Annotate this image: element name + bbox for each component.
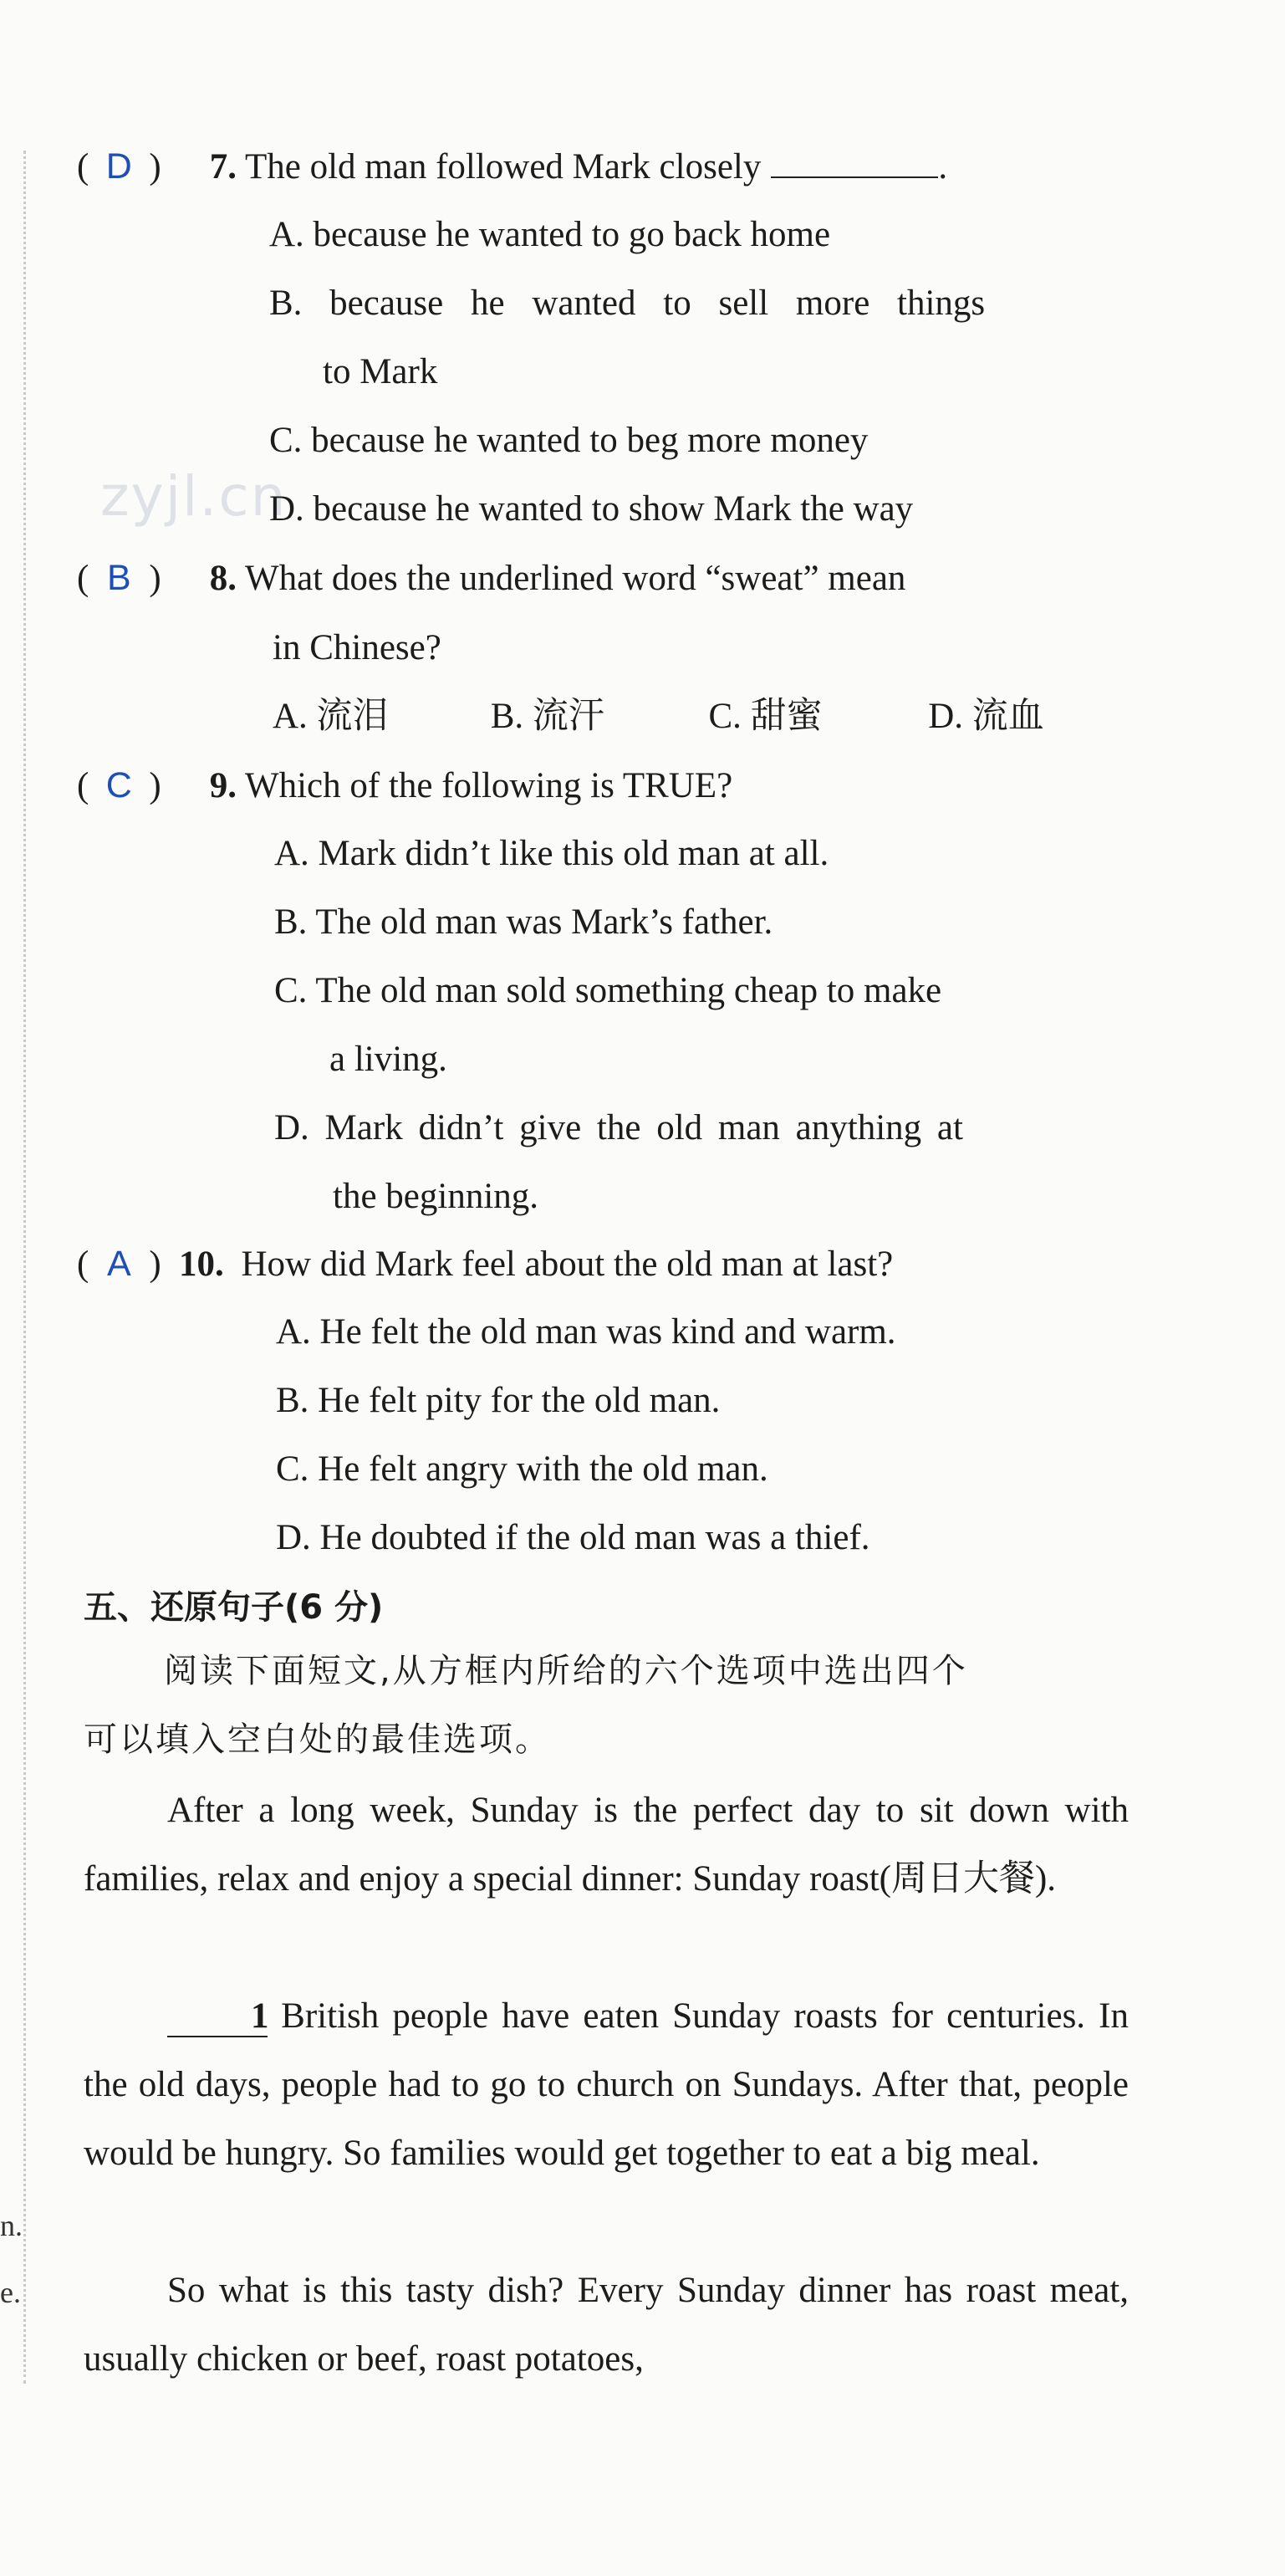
question-10 xyxy=(77,1239,893,1289)
answer-paren: ( A ) xyxy=(77,1239,202,1289)
answer-letter: D xyxy=(105,146,132,187)
option-continued: a living. xyxy=(329,1040,447,1079)
option: D. Mark didn’t give the old man anything at xyxy=(274,1108,963,1147)
question-number: 8. xyxy=(209,559,237,598)
answer-paren: ( C ) xyxy=(77,761,201,810)
answer-paren: ( B ) xyxy=(77,554,201,603)
edge-mark: e. xyxy=(0,2276,21,2309)
question-number: 10. xyxy=(179,1245,224,1284)
option: C. 甜蜜 xyxy=(708,697,823,736)
option: B. 流汗 xyxy=(490,697,604,736)
passage-paragraph-1: After a long week, Sunday is the perfect day to sit down with families, relax and enjoy a special dinner: Sunday roast(周日大餐). xyxy=(84,1791,1129,1899)
answer-paren: ( D ) xyxy=(77,142,201,192)
margin-dotted-line xyxy=(23,151,26,2384)
option-row xyxy=(273,693,1044,741)
section-title: 五、还原句子(6 分) xyxy=(84,1588,384,1627)
edge-mark: n. xyxy=(0,2209,23,2242)
section-instruction: 阅读下面短文,从方框内所给的六个选项中选出四个 xyxy=(164,1652,968,1690)
question-stem: The old man followed Mark closely xyxy=(244,147,762,187)
passage-paragraph-3: So what is this tasty dish? Every Sunday dinner has roast meat, usually chicken or beef, roast potatoes, xyxy=(84,2271,1129,2379)
watermark: zyjl.cn xyxy=(100,464,288,529)
option: C. He felt angry with the old man. xyxy=(276,1449,768,1489)
question-number: 9. xyxy=(209,766,237,805)
option: A. He felt the old man was kind and warm. xyxy=(276,1312,896,1352)
option: A. because he wanted to go back home xyxy=(269,215,831,254)
option-continued: the beginning. xyxy=(333,1177,539,1216)
option: A. Mark didn’t like this old man at all. xyxy=(274,834,829,873)
option: B. The old man was Mark’s father. xyxy=(274,902,773,942)
option: D. because he wanted to show Mark the way xyxy=(269,489,914,529)
question-8 xyxy=(77,554,905,603)
option: C. because he wanted to beg more money xyxy=(269,421,869,460)
question-stem: Which of the following is TRUE? xyxy=(244,766,733,805)
question-number: 7. xyxy=(209,147,237,187)
option: D. 流血 xyxy=(928,697,1044,736)
option: B. He felt pity for the old man. xyxy=(276,1381,721,1420)
question-stem-continued: in Chinese? xyxy=(273,628,441,667)
answer-letter: B xyxy=(106,558,131,598)
question-7: ( D ) 7. The old man followed Mark closely . xyxy=(77,142,947,192)
passage-gap-1: 1 xyxy=(167,1997,268,2037)
option-continued: to Mark xyxy=(323,352,438,391)
question-stem: How did Mark feel about the old man at last? xyxy=(241,1245,894,1284)
option: A. 流泪 xyxy=(273,697,389,736)
section-instruction-continued: 可以填入空白处的最佳选项。 xyxy=(84,1720,551,1759)
question-stem: What does the underlined word “sweat” mean xyxy=(244,559,906,598)
answer-letter: C xyxy=(105,765,132,805)
answer-letter: A xyxy=(106,1244,131,1284)
option: D. He doubted if the old man was a thief. xyxy=(276,1518,870,1557)
question-9 xyxy=(77,761,732,810)
answer-blank xyxy=(771,151,938,178)
option: B. because he wanted to sell more things xyxy=(269,284,986,323)
passage-paragraph-2: 1 British people have eaten Sunday roasts for centuries. In the old days, people had to go to church on Sundays. After that, people would be hungry. So families would get together to eat a big meal. xyxy=(84,1996,1129,2173)
option: C. The old man sold something cheap to make xyxy=(274,971,942,1010)
